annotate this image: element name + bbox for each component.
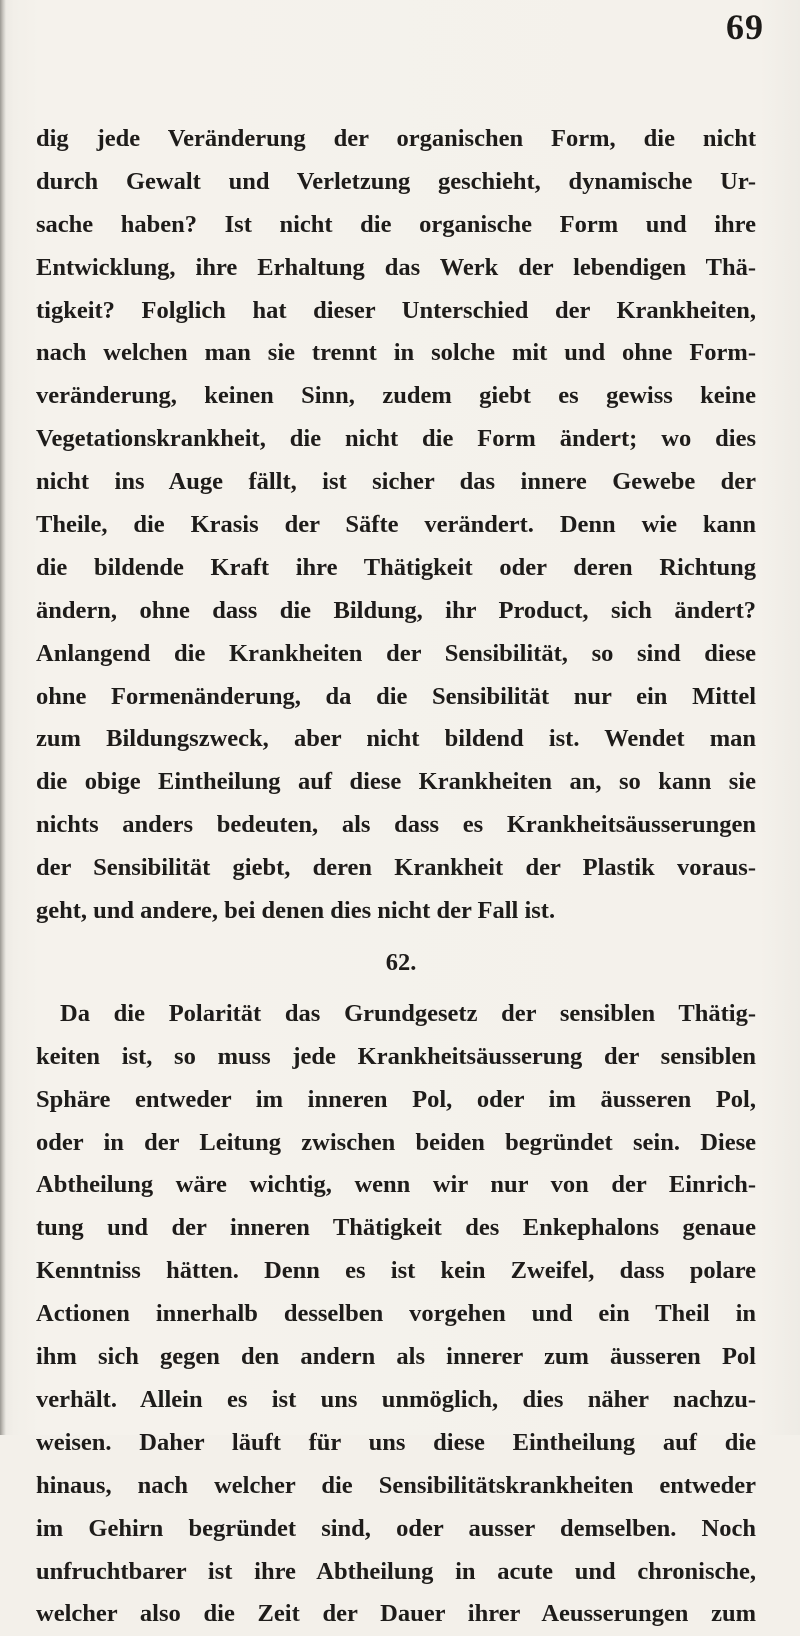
text-line: sache haben? Ist nicht die organische Form und ihre [36, 210, 756, 238]
text-line: Abtheilung wäre wichtig, wenn wir nur von der Einrich- [36, 1171, 756, 1199]
text-line: zum Bildungszweck, aber nicht bildend ist. Wendet man [36, 725, 756, 753]
text-line: geht, und andere, bei denen dies nicht der Fall ist. [36, 897, 556, 925]
text-line: Theile, die Krasis der Säfte verändert. Denn wie kann [36, 511, 756, 539]
page-spine-edge [0, 0, 6, 1435]
text-line: nichts anders bedeuten, als dass es Krankheitsäusserungen [36, 811, 756, 839]
section-number: 62. [385, 948, 417, 976]
text-line: verhält. Allein es ist uns unmöglich, dies näher nachzu- [36, 1385, 756, 1413]
text-line: Da die Polarität das Grundgesetz der sensiblen Thätig- [60, 999, 756, 1027]
text-line: dig jede Veränderung der organischen Form, die nicht [36, 125, 756, 152]
text-line: Anlangend die Krankheiten der Sensibilität, so sind diese [36, 639, 756, 667]
text-line: hinaus, nach welcher die Sensibilitätskrankheiten entweder [36, 1471, 756, 1499]
text-line: nach welchen man sie trennt in solche mit und ohne Form- [36, 339, 756, 367]
text-line: ihm sich gegen den andern als innerer zum äusseren Pol [36, 1343, 756, 1371]
text-line: Kenntniss hätten. Denn es ist kein Zweifel, dass polare [36, 1257, 756, 1285]
text-line: Vegetationskrankheit, die nicht die Form ändert; wo dies [36, 425, 756, 453]
text-line: oder in der Leitung zwischen beiden begründet sein. Diese [36, 1128, 756, 1156]
text-line: tigkeit? Folglich hat dieser Unterschied der Krankheiten, [36, 296, 756, 324]
text-line: unfruchtbarer ist ihre Abtheilung in acute und chronische, [36, 1557, 756, 1585]
text-line: weisen. Daher läuft für uns diese Eintheilung auf die [36, 1428, 756, 1456]
text-line: Entwicklung, ihre Erhaltung das Werk der lebendigen Thä- [36, 253, 756, 281]
page-number: 69 [726, 7, 764, 47]
text-line: ohne Formenänderung, da die Sensibilität nur ein Mittel [36, 682, 756, 710]
text-line: nicht ins Auge fällt, ist sicher das innere Gewebe der [36, 468, 756, 496]
text-line: durch Gewalt und Verletzung geschieht, dynamische Ur- [36, 167, 756, 195]
text-line: der Sensibilität giebt, deren Krankheit der Plastik voraus- [36, 854, 756, 882]
text-line: welcher also die Zeit der Dauer ihrer Aeusserungen zum [36, 1600, 756, 1628]
text-line: tung und der inneren Thätigkeit des Enkephalons genaue [36, 1214, 756, 1242]
text-line: ändern, ohne dass die Bildung, ihr Product, sich ändert? [36, 596, 756, 624]
text-line: im Gehirn begründet sind, oder ausser demselben. Noch [36, 1514, 756, 1542]
text-line: die obige Eintheilung auf diese Krankheiten an, so kann sie [36, 768, 756, 796]
text-line: veränderung, keinen Sinn, zudem giebt es gewiss keine [36, 382, 756, 410]
text-line: Sphäre entweder im inneren Pol, oder im äusseren Pol, [36, 1085, 756, 1113]
text-line: keiten ist, so muss jede Krankheitsäusserung der sensiblen [36, 1042, 756, 1070]
paragraph-1 [36, 118, 756, 933]
paragraph-2 [36, 993, 756, 1636]
text-line: Actionen innerhalb desselben vorgehen und ein Theil in [36, 1300, 756, 1328]
body-text [36, 118, 756, 1636]
text-line: die bildende Kraft ihre Thätigkeit oder deren Richtung [36, 553, 756, 581]
